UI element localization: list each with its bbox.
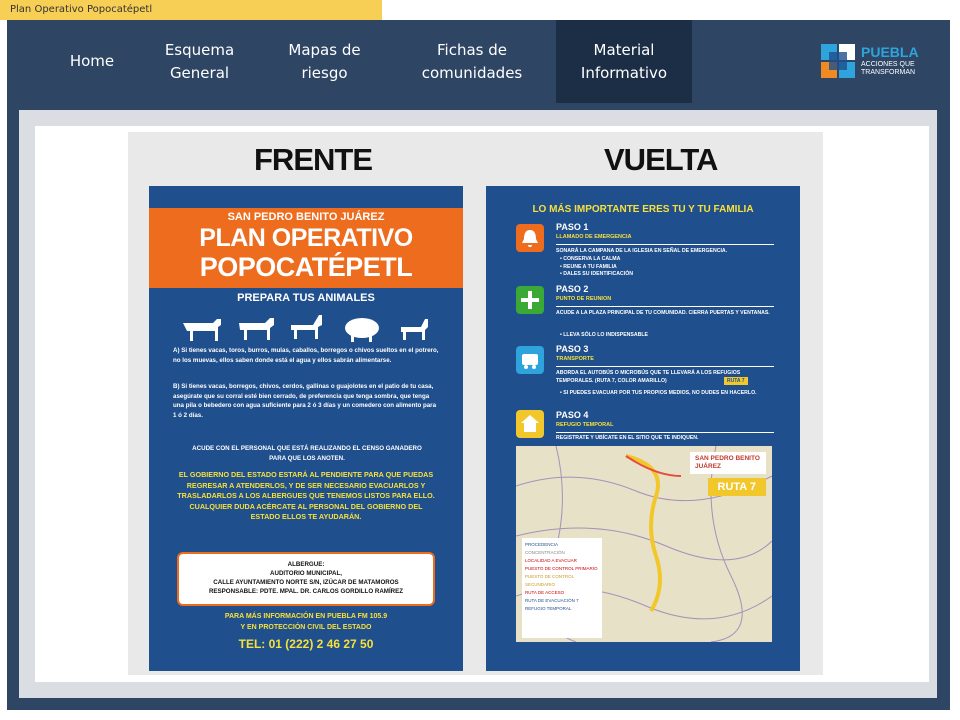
step-3-text: ABORDA EL AUTOBÚS O MICROBÚS QUE TE LLEVARÁ A LOS REFUGIOS TEMPORALES. (RUTA 7, COLOR AMARILLO): [556, 370, 741, 384]
bus-icon: [516, 346, 544, 374]
poster-front: [149, 186, 463, 671]
albergue-line-1: ALBERGUE:: [287, 561, 325, 568]
front-town: SAN PEDRO BENITO JUÁREZ: [227, 211, 385, 223]
nav-home[interactable]: Home: [69, 52, 115, 70]
nav-mapas-de-riesgo[interactable]: Mapas de riesgo: [288, 40, 361, 82]
map-town-label: [690, 452, 766, 474]
animals-icons: [179, 309, 437, 343]
front-info-line-2: Y EN PROTECCIÓN CIVIL DEL ESTADO: [240, 624, 372, 631]
albergue-line-4: RESPONSABLE: PDTE. MPAL. DR. CARLOS GORDILLO RAMÍREZ: [208, 588, 404, 595]
front-paragraph-a: A) Si tienes vacas, toros, burros, mulas, caballos, borregos o chivos sueltos en el potrero, no los muevas, ellos saben donde está el agua y ellos sabrán alimentarse.: [173, 347, 439, 364]
step-3-bullets: • SI PUEDES EVACUAR POR TUS PROPIOS MEDIOS, NO DUDES EN HACERLO.: [560, 390, 757, 396]
front-telephone: TEL: 01 (222) 2 46 27 50: [238, 637, 374, 651]
poster-image: [128, 132, 823, 675]
step-1-title: PASO 1: [556, 222, 589, 232]
front-title-2: POPOCATÉPETL: [199, 252, 413, 282]
back-header: LO MÁS IMPORTANTE ERES TU Y TU FAMILIA: [532, 204, 754, 215]
front-info-line-1: PARA MÁS INFORMACIÓN EN PUEBLA FM 105.9: [224, 613, 388, 620]
ruta-7-badge: RUTA 7: [724, 377, 748, 385]
puebla-logo: [819, 42, 931, 80]
legend-item: LOCALIDAD A EVACUAR: [525, 558, 577, 563]
logo-text-puebla: PUEBLA: [861, 44, 919, 60]
legend-item: PROCEDENCIA: [525, 542, 559, 547]
step-1-divider: [556, 244, 774, 245]
window-title: Plan Operativo Popocatépetl: [0, 0, 382, 20]
step-4-text: REGISTRATE Y UBÍCATE EN EL SITIO QUE TE INDIQUEN.: [556, 435, 699, 441]
legend-item: REFUGIO TEMPORAL: [525, 606, 572, 611]
step-3-title: PASO 3: [556, 344, 589, 354]
logo-text-transforman: TRANSFORMAN: [861, 69, 916, 76]
step-4-subtitle: REFUGIO TEMPORAL: [556, 422, 614, 428]
step-3-subtitle: TRANSPORTE: [556, 356, 594, 362]
step-2-divider: [556, 306, 774, 307]
front-paragraph-b: B) Si tienes vacas, borregos, chivos, cerdos, gallinas o guajolotes en el patio de tu casa, asegúrate que su corral esté bien cerrado, de preferencia que tenga sombra, que tenga una pila o bebedero con agua suficiente para 2 ó 3 días y un comedero con alimento para 1 ó 2 días.: [173, 383, 437, 419]
front-subtitle: PREPARA TUS ANIMALES: [237, 292, 375, 304]
front-census-note: ACUDE CON EL PERSONAL QUE ESTÁ REALIZANDO EL CENSO GANADERO PARA QUE LOS ANOTEN.: [192, 445, 422, 462]
legend-item: CONCENTRACIÓN: [525, 550, 565, 555]
poster-back: [486, 186, 800, 671]
evacuation-map: [516, 446, 772, 642]
step-2-bullets: • LLEVA SÓLO LO INDISPENSABLE: [560, 332, 648, 338]
step-2-text: ACUDE A LA PLAZA PRINCIPAL DE TU COMUNIDAD. CIERRA PUERTAS Y VENTANAS.: [556, 310, 770, 316]
back-heading: VUELTA: [604, 142, 718, 177]
meeting-point-icon: [516, 286, 544, 314]
step-1-bullets: • CONSERVA LA CALMA • REUNE A TU FAMILIA • DALES SU IDENTIFICACIÓN: [560, 256, 634, 277]
legend-item: RUTA DE ACCESO: [525, 590, 565, 595]
front-heading: FRENTE: [254, 142, 372, 177]
nav-esquema-general[interactable]: Esquema General: [164, 40, 235, 82]
legend-item: RUTA DE EVACUACIÓN 7: [525, 598, 579, 603]
step-1-subtitle: LLAMADO DE EMERGENCIA: [556, 234, 632, 240]
albergue-line-3: CALLE AYUNTAMIENTO NORTE S/N, IZÚCAR DE MATAMOROS: [213, 579, 399, 586]
step-3-divider: [556, 366, 774, 367]
albergue-line-2: AUDITORIO MUNICIPAL,: [270, 570, 342, 577]
front-government-note: EL GOBIERNO DEL ESTADO ESTARÁ AL PENDIENTE PARA QUE PUEDAS REGRESAR A ATENDERLOS, Y DE SER NECESARIO EVACUARLOS Y TRASLADARLOS A LOS ALBERGUES QUE TENEMOS LISTOS PARA ELLO. CUALQUIER DUDA ACÉRCATE AL PERSONAL DEL GOBIERNO DEL ESTADO ELLOS TE AYUDARÁN.: [177, 470, 435, 521]
nav-fichas-de-comunidades[interactable]: Fichas de comunidades: [421, 40, 523, 82]
nav-material-informativo[interactable]: Material Informativo: [556, 20, 692, 103]
map-town-label-text: SAN PEDRO BENITO JUÁREZ: [695, 455, 760, 470]
top-nav: [7, 20, 950, 103]
map-route-label: RUTA 7: [708, 478, 767, 496]
step-1-text: SONARÁ LA CAMPANA DE LA IGLESIA EN SEÑAL DE EMERGENCIA.: [556, 248, 728, 254]
step-2-subtitle: PUNTO DE REUNION: [556, 296, 612, 302]
logo-text-acciones: ACCIONES QUE: [861, 61, 915, 68]
step-4-title: PASO 4: [556, 410, 589, 420]
step-2-title: PASO 2: [556, 284, 589, 294]
map-legend: [522, 538, 602, 638]
step-4-divider: [556, 432, 774, 433]
front-title-1: PLAN OPERATIVO: [199, 224, 413, 252]
legend-item: PUESTO DE CONTROL PRIMARIO: [525, 566, 598, 571]
bell-icon: [516, 224, 544, 252]
legend-item: PUESTO DE CONTROL SECUNDARIO: [525, 574, 575, 587]
albergue-box: [177, 552, 435, 606]
house-icon: [516, 410, 544, 438]
app-frame: [7, 20, 950, 710]
